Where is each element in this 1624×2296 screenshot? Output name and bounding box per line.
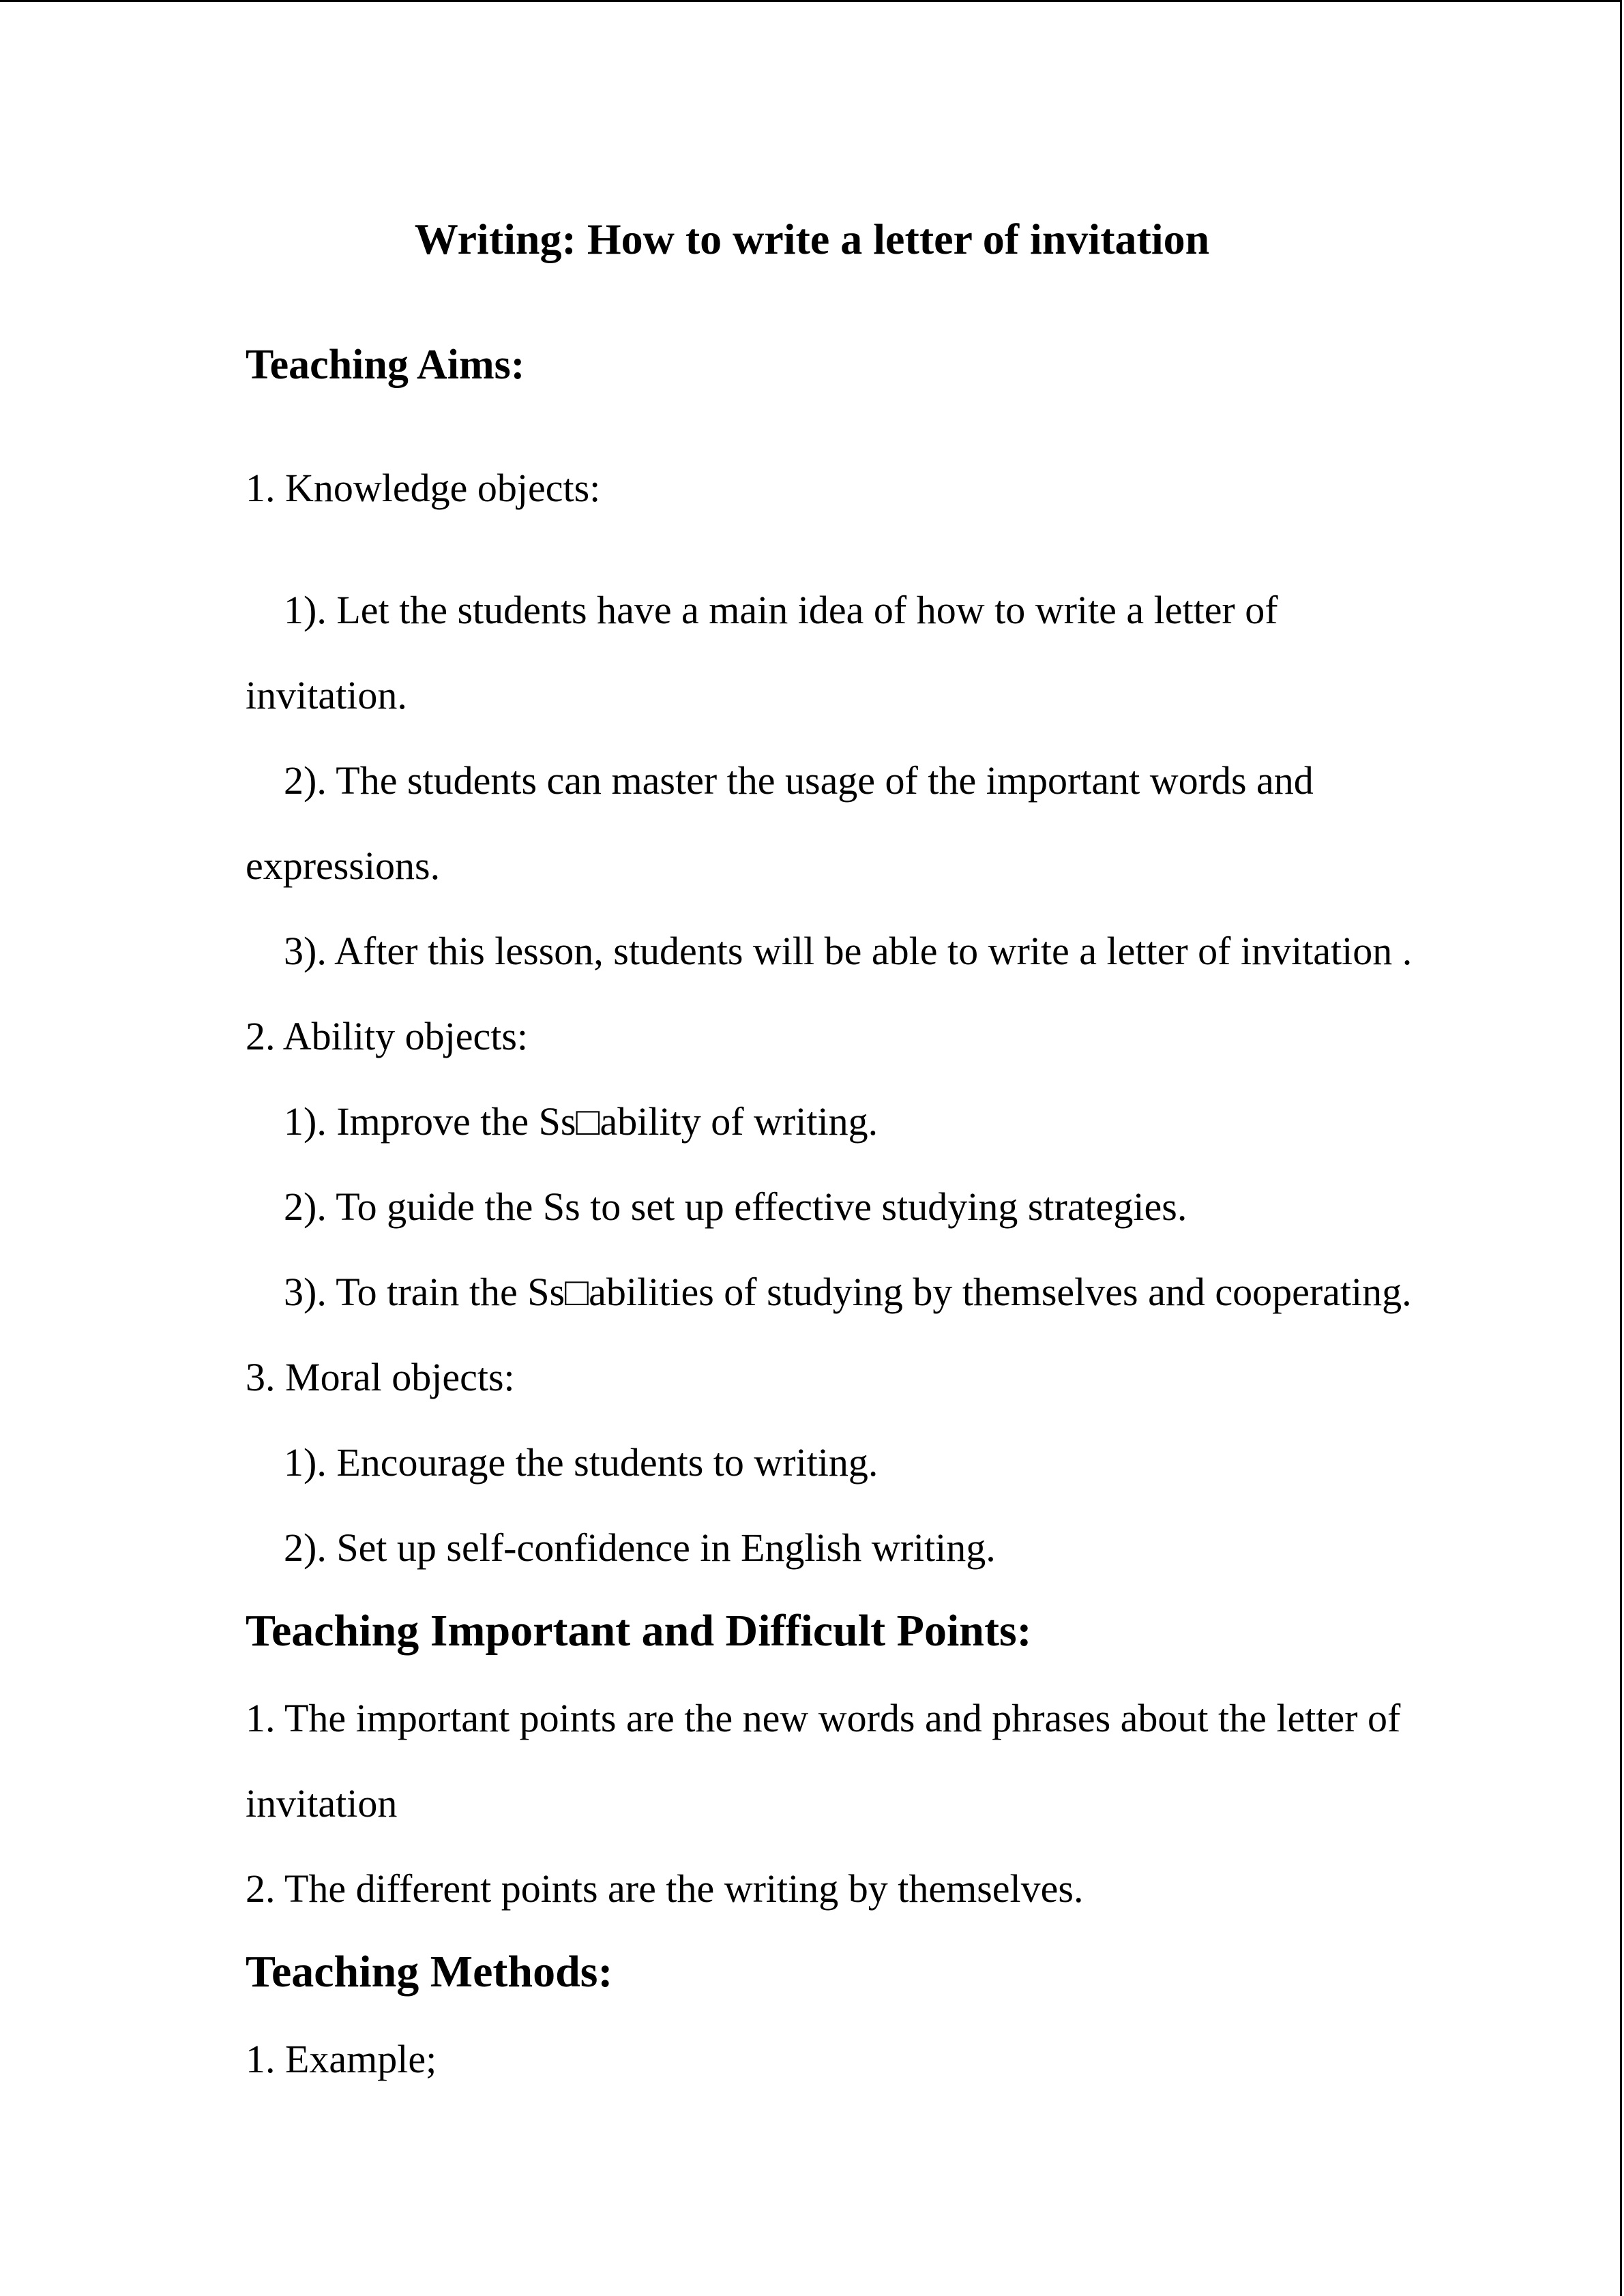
important-points-heading: Teaching Important and Difficult Points: <box>246 1606 1032 1656</box>
document-title: Writing: How to write a letter of invitation <box>414 215 1210 263</box>
ability-item-1: 1). Improve the Ss□ability of writing. <box>284 1099 879 1144</box>
knowledge-item-2: 2). The students can master the usage of the important words and <box>284 758 1314 803</box>
knowledge-item-1-cont: invitation. <box>246 673 407 717</box>
knowledge-item-3: 3). After this lesson, students will be able to write a letter of invitation . <box>284 929 1413 973</box>
ability-item-3: 3). To train the Ss□abilities of studying by themselves and cooperating. <box>284 1270 1412 1314</box>
ability-objects-heading: 2. Ability objects: <box>246 1014 529 1058</box>
knowledge-item-1: 1). Let the students have a main idea of how to write a letter of <box>284 588 1278 632</box>
important-points-item-2: 2. The different points are the writing by themselves. <box>246 1866 1084 1911</box>
important-points-item-1-cont: invitation <box>246 1781 398 1825</box>
important-points-item-1: 1. The important points are the new words and phrases about the letter of <box>246 1696 1401 1740</box>
teaching-aims-heading: Teaching Aims: <box>246 342 525 388</box>
teaching-methods-item-1: 1. Example; <box>246 2037 437 2081</box>
teaching-methods-heading: Teaching Methods: <box>246 1947 613 1997</box>
moral-item-1: 1). Encourage the students to writing. <box>284 1440 879 1485</box>
moral-item-2: 2). Set up self-confidence in English writing. <box>284 1525 996 1570</box>
knowledge-objects-heading: 1. Knowledge objects: <box>246 466 601 510</box>
ability-item-2: 2). To guide the Ss to set up effective studying strategies. <box>284 1184 1187 1229</box>
moral-objects-heading: 3. Moral objects: <box>246 1355 515 1399</box>
knowledge-item-2-cont: expressions. <box>246 844 441 888</box>
